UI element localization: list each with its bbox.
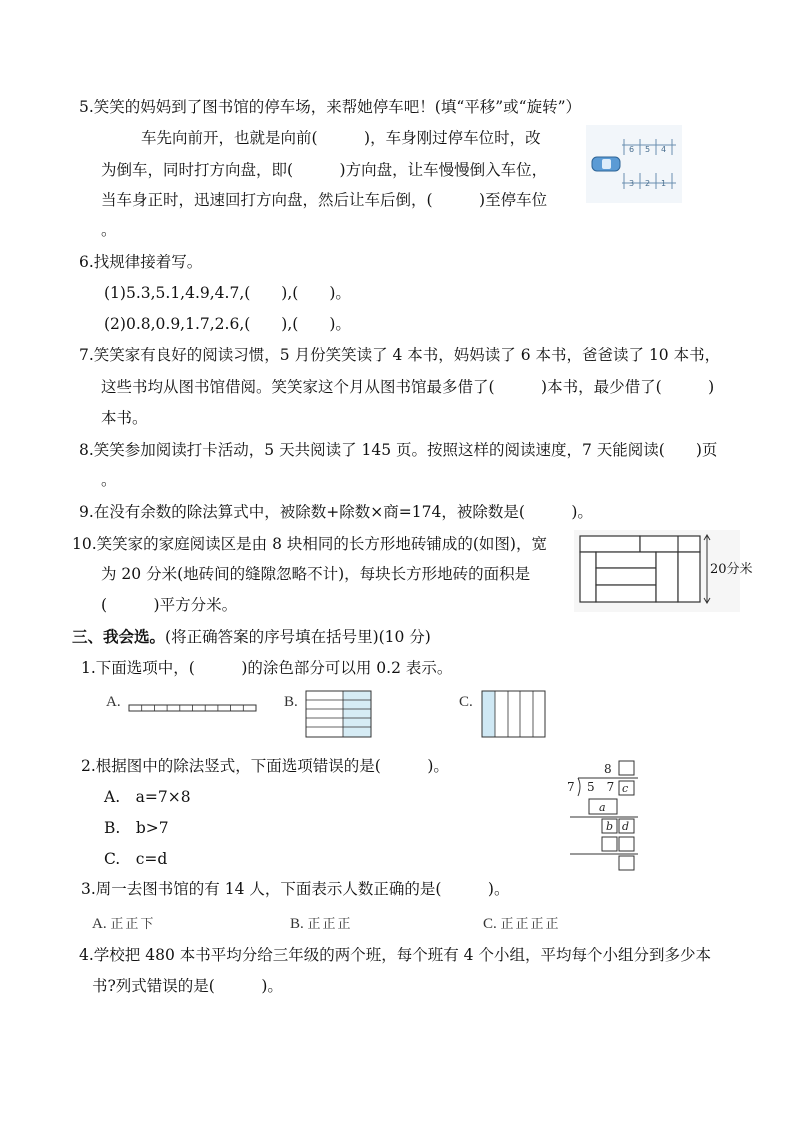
q7-line-3: 本书。 bbox=[101, 409, 148, 427]
s1-option-c-label: C. bbox=[459, 694, 473, 710]
q5-line-3: 当车身正时，迅速回打方向盘，然后让车后倒，( )至停车位 bbox=[101, 191, 548, 209]
s4-line-1: 4.学校把 480 本书平均分给三年级的两个班，每个班有 4 个小组，平均每个小组分到多少本 bbox=[79, 946, 711, 964]
tally-marks: 正正正正 bbox=[500, 917, 561, 932]
s2-option-a: A. a=7×8 bbox=[104, 788, 191, 806]
parking-label: 5 bbox=[645, 145, 651, 154]
tally-marks: 正正正 bbox=[307, 917, 353, 932]
tile bbox=[596, 568, 656, 585]
tile bbox=[580, 536, 640, 552]
s1-question: 1.下面选项中，( )的涂色部分可以用 0.2 表示。 bbox=[81, 659, 453, 677]
q6-title: 6.找规律接着写。 bbox=[79, 253, 203, 271]
s1-option-b-label: B. bbox=[284, 694, 298, 710]
q6-sequence-2: (2)0.8,0.9,1.7,2.6,( ),( )。 bbox=[104, 315, 351, 333]
q9-line-1: 9.在没有余数的除法算式中，被除数+除数×商=174，被除数是( )。 bbox=[79, 503, 593, 521]
quotient-digit: 8 bbox=[604, 762, 612, 776]
section-3-heading bbox=[72, 627, 431, 647]
option-b-grid bbox=[305, 690, 373, 738]
q7-line-2: 这些书均从图书馆借阅。笑笑家这个月从图书馆最多借了( )本书，最少借了( ) bbox=[101, 378, 715, 396]
s3-option-a bbox=[92, 914, 155, 935]
s2-question: 2.根据图中的除法竖式，下面选项错误的是( )。 bbox=[81, 757, 449, 775]
dividend: 5 7 bbox=[587, 780, 615, 794]
option-c-grid bbox=[481, 690, 547, 738]
parking-lot-figure bbox=[586, 125, 682, 203]
s3-option-c-label: C. bbox=[483, 916, 497, 932]
s3-option-c bbox=[483, 914, 561, 935]
tile bbox=[640, 536, 700, 552]
s3-question: 3.周一去图书馆的有 14 人，下面表示人数正确的是( )。 bbox=[81, 880, 510, 898]
option-a-strip bbox=[128, 703, 258, 713]
parking-label: 3 bbox=[629, 179, 635, 188]
s4-line-2: 书?列式错误的是( )。 bbox=[92, 977, 283, 995]
parking-label: 6 bbox=[629, 145, 635, 154]
q5-line-1: 车先向前开，也就是向前( )，车身刚过停车位时，改 bbox=[141, 129, 541, 147]
tile bbox=[678, 552, 700, 602]
cell-c: c bbox=[622, 782, 629, 795]
cell-d: d bbox=[622, 820, 630, 833]
floor-tiles-figure bbox=[574, 530, 753, 612]
q8-line-2: 。 bbox=[101, 471, 117, 489]
q10-line-2: 为 20 分米(地砖间的缝隙忽略不计)，每块长方形地砖的面积是 bbox=[101, 565, 531, 583]
q5-line-2: 为倒车，同时打方向盘，即( )方向盘，让车慢慢倒入车位， bbox=[101, 161, 548, 179]
cell-b: b bbox=[606, 820, 614, 833]
tile bbox=[656, 552, 678, 602]
tile bbox=[596, 585, 656, 602]
section-3-title: 三、我会选。 bbox=[72, 627, 166, 646]
s2-option-b: B. b>7 bbox=[104, 819, 169, 837]
car-icon bbox=[592, 157, 620, 171]
cell-a: a bbox=[599, 801, 606, 814]
tile bbox=[596, 552, 656, 568]
long-division-figure bbox=[562, 758, 642, 872]
divisor: 7 bbox=[567, 780, 575, 794]
parking-label: 1 bbox=[661, 179, 667, 188]
s3-option-b-label: B. bbox=[290, 916, 304, 932]
s3-option-b bbox=[290, 914, 353, 935]
q8-line-1: 8.笑笑参加阅读打卡活动，5 天共阅读了 145 页。按照这样的阅读速度，7 天能阅读( )页 bbox=[79, 441, 718, 459]
q6-sequence-1: (1)5.3,5.1,4.9,4.7,( ),( )。 bbox=[104, 284, 351, 302]
s2-option-c: C. c=d bbox=[104, 850, 168, 868]
section-3-instructions: (将正确答案的序号填在括号里)(10 分) bbox=[165, 628, 431, 646]
s1-option-a-label: A. bbox=[106, 694, 121, 710]
dimension-label: 20分米 bbox=[710, 562, 753, 577]
q5-line-4: 。 bbox=[101, 221, 117, 239]
parking-label: 2 bbox=[645, 179, 651, 188]
q10-line-3: ( )平方分米。 bbox=[101, 596, 238, 614]
q5-title: 5.笑笑的妈妈到了图书馆的停车场，来帮她停车吧！(填“平移”或“旋转”） bbox=[79, 98, 582, 116]
q7-line-1: 7.笑笑家有良好的阅读习惯，5 月份笑笑读了 4 本书，妈妈读了 6 本书，爸爸读了 10 本书， bbox=[79, 346, 721, 364]
tally-marks: 正正下 bbox=[110, 917, 156, 932]
tile bbox=[580, 552, 596, 602]
q10-line-1: 10.笑笑家的家庭阅读区是由 8 块相同的长方形地砖铺成的(如图)，宽 bbox=[72, 535, 547, 553]
parking-label: 4 bbox=[661, 145, 667, 154]
s3-option-a-label: A. bbox=[92, 916, 107, 932]
